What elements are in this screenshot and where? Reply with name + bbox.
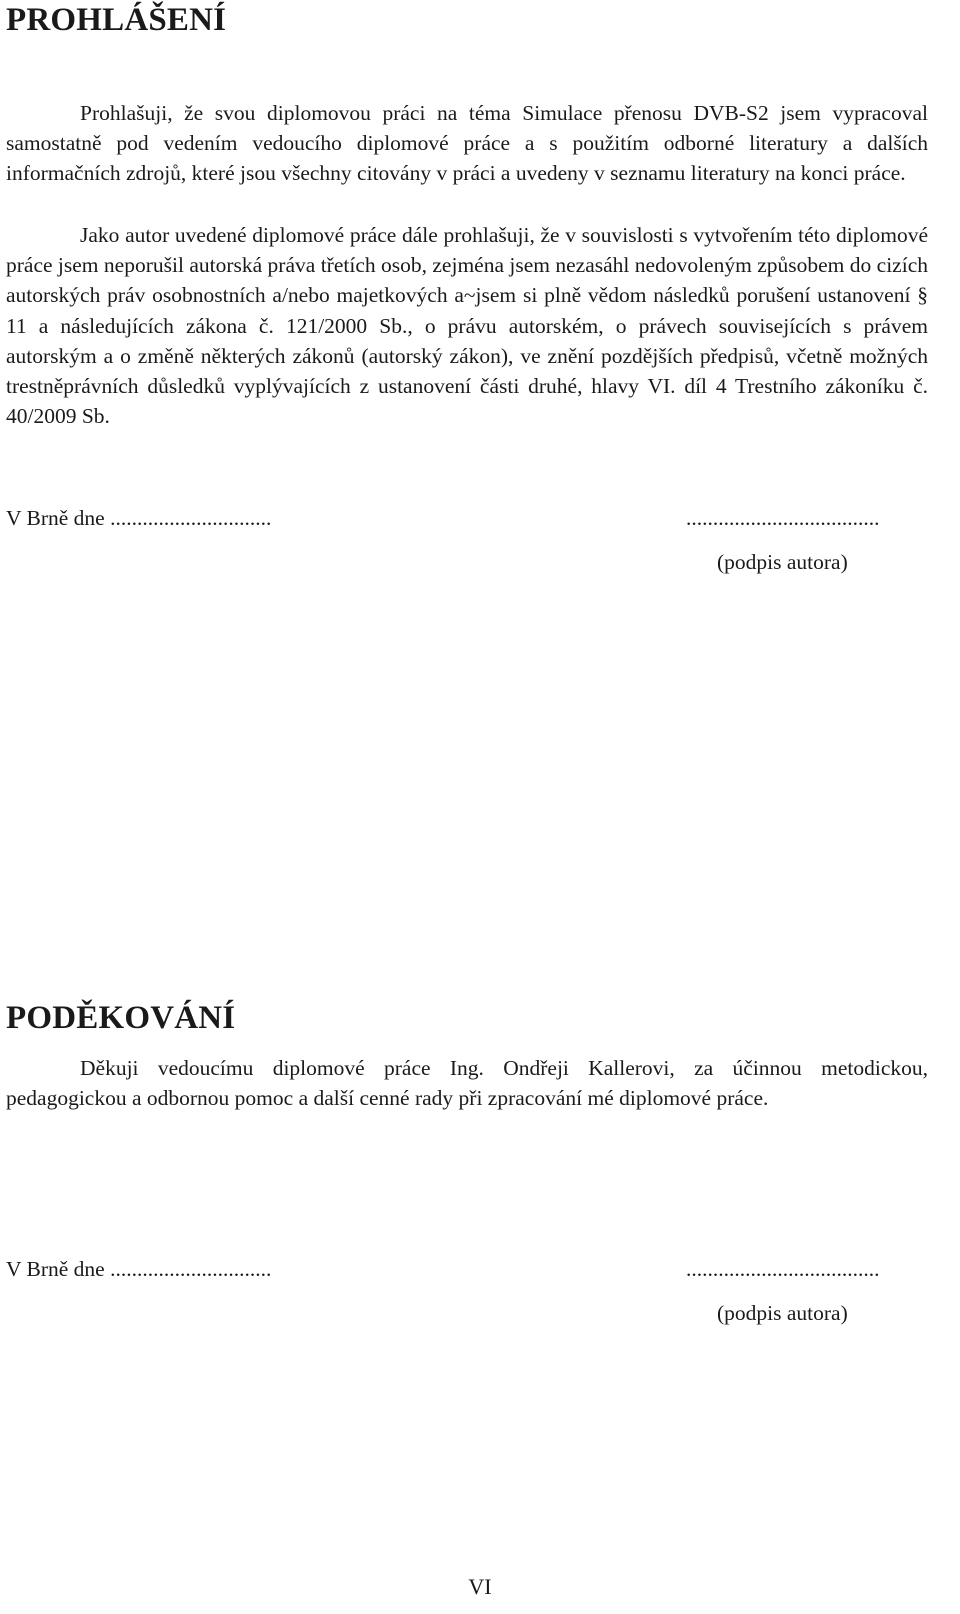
declaration-signature-caption: (podpis autora) (717, 550, 848, 574)
acknowledgement-signature-caption: (podpis autora) (717, 1301, 848, 1325)
acknowledgement-title: PODĚKOVÁNÍ (6, 1000, 236, 1036)
declaration-title: PROHLÁŠENÍ (6, 2, 227, 38)
acknowledgement-paragraph: Děkuji vedoucímu diplomové práce Ing. Ondřeji Kallerovi, za účinnou metodickou, pedagogickou a odbornou pomoc a další cenné rady při zpracování mé diplomové práce. (6, 1056, 928, 1111)
page-number: VI (468, 1574, 492, 1599)
declaration-place-date: V Brně dne .............................. (6, 506, 272, 530)
declaration-paragraph-2: Jako autor uvedené diplomové práce dále prohlašuji, že v souvislosti s vytvořením této diplomové práce jsem neporušil autorská práva třetích osob, zejména jsem nezasáhl nedovoleným způsobem do cizích autorských práv osobnostních a/nebo majetkových a~jsem si plně vědom následků porušení ustanovení § 11 a následujících zákona č. 121/2000 Sb., o právu autorském, o právech souvisejících s právem autorským a o změně některých zákonů (autorský zákon), ve znění pozdějších předpisů, včetně možných trestněprávních důsledků vyplývajících z ustanovení části druhé, hlavy VI. díl 4 Trestního zákoníku č. 40/2009 Sb. (6, 223, 928, 429)
acknowledgement-signature-dots: .................................... (686, 1257, 880, 1281)
declaration-signature-dots: .................................... (686, 506, 880, 530)
acknowledgement-place-date: V Brně dne .............................. (6, 1257, 272, 1281)
declaration-paragraph-1: Prohlašuji, že svou diplomovou práci na téma Simulace přenosu DVB-S2 jsem vypracoval samostatně pod vedením vedoucího diplomové práce a s použitím odborné literatury a dalších informačních zdrojů, které jsou všechny citovány v práci a uvedeny v seznamu literatury na konci práce. (6, 101, 928, 186)
